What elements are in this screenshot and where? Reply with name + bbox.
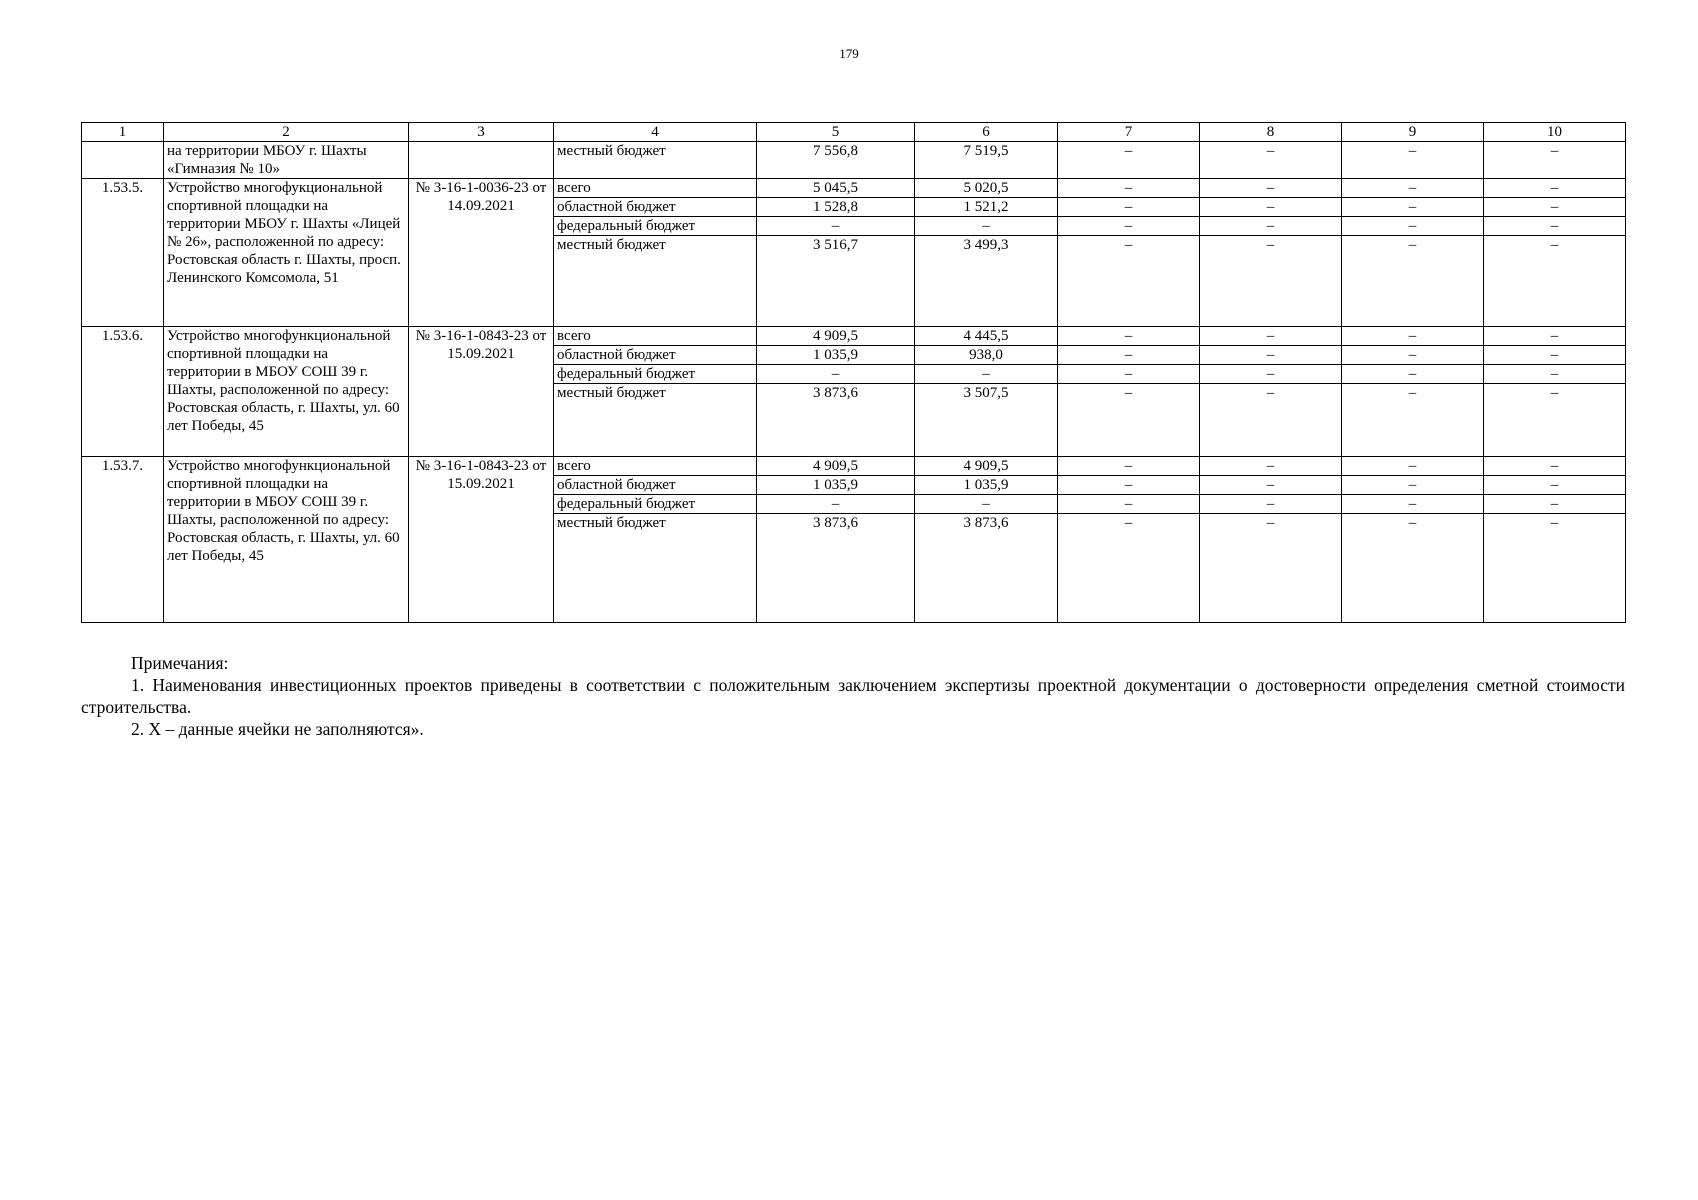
conclusion-cell: № 3-16-1-0036-23 от 14.09.2021	[409, 179, 554, 327]
value-col5-cell: –	[757, 495, 915, 514]
project-number-cell: 1.53.5.	[82, 179, 164, 327]
funding-source-cell: федеральный бюджет	[554, 495, 757, 514]
conclusion-cell: № 3-16-1-0843-23 от 15.09.2021	[409, 327, 554, 457]
value-col7-cell: –	[1058, 514, 1200, 623]
value-col6-cell: 1 035,9	[915, 476, 1058, 495]
value-col5-cell: 3 873,6	[757, 514, 915, 623]
value-col7-cell: –	[1058, 457, 1200, 476]
value-col6-cell: 3 499,3	[915, 236, 1058, 327]
value-col10-cell: –	[1484, 142, 1626, 179]
funding-source-cell: областной бюджет	[554, 476, 757, 495]
project-name-cell: Устройство многофункциональной спортивной площадки на территории в МБОУ СОШ 39 г. Шахты, расположенной по адресу: Ростовская область, г. Шахты, ул. 60 лет Победы, 45	[164, 457, 409, 623]
value-col7-cell: –	[1058, 476, 1200, 495]
value-col6-cell: 3 873,6	[915, 514, 1058, 623]
value-col8-cell: –	[1200, 217, 1342, 236]
project-number-cell: 1.53.7.	[82, 457, 164, 623]
column-number: 4	[554, 123, 757, 142]
value-col7-cell: –	[1058, 198, 1200, 217]
value-col8-cell: –	[1200, 495, 1342, 514]
funding-source-cell: местный бюджет	[554, 142, 757, 179]
value-col9-cell: –	[1342, 384, 1484, 457]
table-row	[82, 457, 1626, 476]
value-col5-cell: 1 528,8	[757, 198, 915, 217]
column-number: 6	[915, 123, 1058, 142]
value-col6-cell: 938,0	[915, 346, 1058, 365]
value-col9-cell: –	[1342, 495, 1484, 514]
column-number: 8	[1200, 123, 1342, 142]
column-number-row	[82, 123, 1626, 142]
funding-source-cell: местный бюджет	[554, 384, 757, 457]
project-name-cell: Устройство многофукциональной спортивной площадки на территории МБОУ г. Шахты «Лицей № 26», расположенной по адресу: Ростовская область г. Шахты, просп. Ленинского Комсомола, 51	[164, 179, 409, 327]
value-col6-cell: –	[915, 365, 1058, 384]
value-col6-cell: 4 445,5	[915, 327, 1058, 346]
project-number-cell	[82, 142, 164, 179]
table-row	[82, 142, 1626, 179]
value-col5-cell: 1 035,9	[757, 476, 915, 495]
funding-source-cell: всего	[554, 327, 757, 346]
value-col8-cell: –	[1200, 236, 1342, 327]
funding-source-cell: местный бюджет	[554, 236, 757, 327]
conclusion-cell: № 3-16-1-0843-23 от 15.09.2021	[409, 457, 554, 623]
value-col9-cell: –	[1342, 179, 1484, 198]
value-col9-cell: –	[1342, 236, 1484, 327]
investment-projects-table	[81, 122, 1626, 623]
value-col5-cell: 5 045,5	[757, 179, 915, 198]
funding-source-cell: областной бюджет	[554, 198, 757, 217]
funding-source-cell: местный бюджет	[554, 514, 757, 623]
value-col7-cell: –	[1058, 384, 1200, 457]
value-col5-cell: 4 909,5	[757, 327, 915, 346]
value-col7-cell: –	[1058, 179, 1200, 198]
page-number: 179	[839, 46, 859, 61]
column-number: 9	[1342, 123, 1484, 142]
value-col9-cell: –	[1342, 198, 1484, 217]
value-col10-cell: –	[1484, 365, 1626, 384]
value-col7-cell: –	[1058, 495, 1200, 514]
project-name-cell: Устройство многофункциональной спортивной площадки на территории в МБОУ СОШ 39 г. Шахты, расположенной по адресу: Ростовская область, г. Шахты, ул. 60 лет Победы, 45	[164, 327, 409, 457]
value-col5-cell: 3 873,6	[757, 384, 915, 457]
conclusion-cell	[409, 142, 554, 179]
value-col10-cell: –	[1484, 236, 1626, 327]
value-col9-cell: –	[1342, 346, 1484, 365]
value-col7-cell: –	[1058, 327, 1200, 346]
value-col6-cell: 1 521,2	[915, 198, 1058, 217]
note-item: 1. Наименования инвестиционных проектов приведены в соответствии с положительным заключением экспертизы проектной документации о достоверности определения сметной стоимости строительства.	[81, 675, 1625, 717]
column-number: 2	[164, 123, 409, 142]
value-col10-cell: –	[1484, 495, 1626, 514]
value-col10-cell: –	[1484, 198, 1626, 217]
funding-source-cell: всего	[554, 457, 757, 476]
value-col5-cell: 3 516,7	[757, 236, 915, 327]
table-row	[82, 327, 1626, 346]
value-col10-cell: –	[1484, 384, 1626, 457]
value-col10-cell: –	[1484, 476, 1626, 495]
value-col9-cell: –	[1342, 476, 1484, 495]
value-col5-cell: 1 035,9	[757, 346, 915, 365]
value-col7-cell: –	[1058, 236, 1200, 327]
value-col6-cell: 7 519,5	[915, 142, 1058, 179]
value-col10-cell: –	[1484, 327, 1626, 346]
value-col7-cell: –	[1058, 365, 1200, 384]
value-col5-cell: 7 556,8	[757, 142, 915, 179]
value-col10-cell: –	[1484, 179, 1626, 198]
value-col8-cell: –	[1200, 346, 1342, 365]
notes-section	[81, 652, 1625, 740]
value-col8-cell: –	[1200, 365, 1342, 384]
column-number: 10	[1484, 123, 1626, 142]
project-number-cell: 1.53.6.	[82, 327, 164, 457]
value-col5-cell: 4 909,5	[757, 457, 915, 476]
value-col6-cell: 4 909,5	[915, 457, 1058, 476]
value-col10-cell: –	[1484, 346, 1626, 365]
funding-source-cell: федеральный бюджет	[554, 217, 757, 236]
value-col5-cell: –	[757, 365, 915, 384]
value-col7-cell: –	[1058, 142, 1200, 179]
value-col8-cell: –	[1200, 179, 1342, 198]
notes-title: Примечания:	[131, 653, 229, 673]
value-col6-cell: 5 020,5	[915, 179, 1058, 198]
project-name-cell: на территории МБОУ г. Шахты «Гимназия № 10»	[164, 142, 409, 179]
value-col8-cell: –	[1200, 514, 1342, 623]
value-col9-cell: –	[1342, 514, 1484, 623]
value-col9-cell: –	[1342, 457, 1484, 476]
funding-source-cell: всего	[554, 179, 757, 198]
value-col10-cell: –	[1484, 217, 1626, 236]
value-col8-cell: –	[1200, 327, 1342, 346]
value-col6-cell: 3 507,5	[915, 384, 1058, 457]
value-col7-cell: –	[1058, 346, 1200, 365]
value-col8-cell: –	[1200, 142, 1342, 179]
column-number: 5	[757, 123, 915, 142]
value-col10-cell: –	[1484, 457, 1626, 476]
funding-source-cell: областной бюджет	[554, 346, 757, 365]
value-col5-cell: –	[757, 217, 915, 236]
note-item: 2. X – данные ячейки не заполняются».	[131, 719, 424, 739]
table-row	[82, 179, 1626, 198]
value-col8-cell: –	[1200, 476, 1342, 495]
value-col9-cell: –	[1342, 365, 1484, 384]
value-col7-cell: –	[1058, 217, 1200, 236]
column-number: 1	[82, 123, 164, 142]
value-col9-cell: –	[1342, 142, 1484, 179]
column-number: 7	[1058, 123, 1200, 142]
value-col8-cell: –	[1200, 457, 1342, 476]
value-col6-cell: –	[915, 217, 1058, 236]
column-number: 3	[409, 123, 554, 142]
funding-source-cell: федеральный бюджет	[554, 365, 757, 384]
value-col10-cell: –	[1484, 514, 1626, 623]
value-col6-cell: –	[915, 495, 1058, 514]
value-col9-cell: –	[1342, 327, 1484, 346]
value-col8-cell: –	[1200, 384, 1342, 457]
value-col9-cell: –	[1342, 217, 1484, 236]
value-col8-cell: –	[1200, 198, 1342, 217]
